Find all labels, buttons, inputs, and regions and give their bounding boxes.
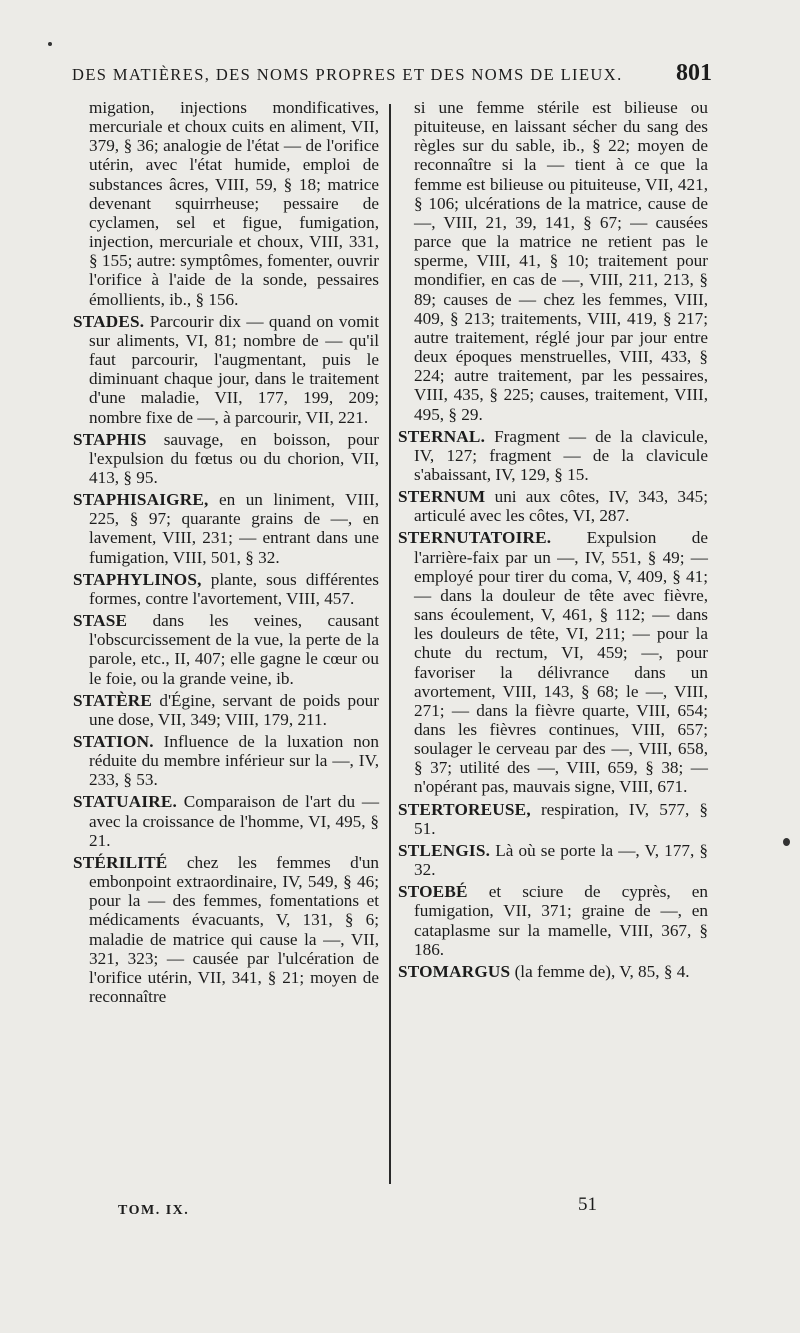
stray-ink-dot <box>48 42 52 46</box>
left-column <box>73 98 379 1009</box>
entry-text: respiration, IV, 577, § 51. <box>414 799 709 838</box>
entry-headword: STERNUTATOIRE. <box>398 528 552 548</box>
entry-headword: STASE <box>73 611 128 631</box>
entry-text: (la femme de), V, 85, § 4. <box>514 961 690 981</box>
page-header <box>72 60 712 94</box>
right-column <box>398 98 708 984</box>
entry-text: Expulsion de l'arrière-faix par un —, IV, 551, § 49; — employé pour tirer du coma, V, 409, § 41; — dans la douleur de tête avec fièvre, sans écoulement, V, 461, § 112; — dans les douleurs de tête, VI, 211; — pour la chute du rectum, VI, 459; —, pour favoriser la délivrance dans un avortement, VIII, 143, § 68; le —, VIII, 271; — dans la fièvre quarte, VIII, 654; dans les fièvres continues, VIII, 657; soulager le cerveau par des —, VIII, 658, § 37; utilité des —, VIII, 659, § 38; — n'opérant pas, mauvais signe, VIII, 671. <box>414 528 708 797</box>
entry-headword: STOMARGUS <box>398 961 511 981</box>
index-entry <box>398 962 708 981</box>
index-entry <box>73 732 379 789</box>
signature-mark: 51 <box>578 1194 597 1215</box>
running-title: DES MATIÈRES, DES NOMS PROPRES ET DES NOMS DE LIEUX. <box>72 65 623 84</box>
entry-headword: STERNAL. <box>398 426 486 446</box>
index-entry <box>398 800 708 838</box>
entry-text: Influence de la luxation non réduite du membre inférieur sur la —, IV, 233, § 53. <box>89 732 379 790</box>
index-entry <box>398 427 708 484</box>
entry-headword: STATUAIRE. <box>73 792 178 812</box>
index-entry <box>73 691 379 729</box>
index-entry <box>73 490 379 567</box>
column-divider <box>389 104 391 1184</box>
entry-text: si une femme stérile est bilieuse ou pituiteuse, en laissant sécher du sang des règles sur du sable, ib., § 22; moyen de reconnaître si la — tient à ce que la femme est bilieuse ou pituiteuse, VII, 421, § 106; ulcérations de la matrice, cause de —, VIII, 21, 39, 141, § 67; — causées parce que la matrice ne retient pas le sperme, VIII, 41, § 10; traitement pour mondifier, en cas de —, VIII, 211, 213, § 89; causes de — chez les femmes, VIII, 409, § 213; traitements, VIII, 419, § 217; autre traitement, réglé jour par jour entre deux époques menstruelles, VIII, 433, § 224; autre traitement, par les pessaires, VIII, 435, § 225; causes, traitement, VIII, 495, § 29. <box>414 98 708 424</box>
index-entry <box>398 98 708 424</box>
stray-ink-dot <box>783 838 790 846</box>
volume-label: TOM. IX. <box>118 1203 190 1218</box>
entry-text: et sciure de cyprès, en fumigation, VII, 371; graine de —, en cataplasme sur la mamelle, VIII, 367, § 186. <box>414 882 709 959</box>
entry-headword: STERTOREUSE, <box>398 799 531 819</box>
entry-text: uni aux côtes, IV, 343, 345; articulé avec les côtes, VI, 287. <box>414 487 708 526</box>
entry-text: en un liniment, VIII, 225, § 97; quarante grains de —, en lavement, VIII, 231; — entrant dans une fumigation, VIII, 501, § 32. <box>89 490 380 567</box>
index-entry <box>73 853 379 1006</box>
entry-text: d'Égine, servant de poids pour une dose, VII, 349; VIII, 179, 211. <box>89 690 380 729</box>
entry-text: Parcourir dix — quand on vomit sur aliments, VI, 81; nombre de — qu'il faut parcourir, l'augmentant, puis le diminuant chaque jour, dans le traitement d'une maladie, VII, 177, 199, 209; nombre fixe de —, à parcourir, VII, 221. <box>89 311 379 427</box>
index-entry <box>398 487 708 525</box>
page-number: 801 <box>676 60 712 86</box>
index-entry <box>73 611 379 688</box>
entry-text: sauvage, en boisson, pour l'expulsion du fœtus ou du chorion, VII, 413, § 95. <box>89 429 379 487</box>
entry-headword: STÉRILITÉ <box>73 852 168 872</box>
entry-text: Là où se porte la —, V, 177, § 32. <box>414 840 708 880</box>
entry-headword: STATÈRE <box>73 690 153 710</box>
index-entry <box>73 312 379 427</box>
entry-text: Comparaison de l'art du — avec la croissance de l'homme, VI, 495, § 21. <box>89 792 380 850</box>
entry-headword: STERNUM <box>398 487 486 507</box>
index-entry <box>398 528 708 796</box>
entry-text: plante, sous différentes formes, contre l'avortement, VIII, 457. <box>89 569 379 608</box>
entry-headword: STLENGIS. <box>398 840 491 860</box>
index-entry <box>398 882 708 959</box>
index-entry <box>73 430 379 487</box>
entry-headword: STAPHYLINOS, <box>73 569 202 589</box>
index-entry <box>73 570 379 608</box>
entry-text: Fragment — de la clavicule, IV, 127; fragment — de la clavicule s'abaissant, IV, 129, § 15. <box>414 426 709 484</box>
entry-headword: STADES. <box>73 311 145 331</box>
entry-headword: STAPHISAIGRE, <box>73 490 209 510</box>
entry-headword: STATION. <box>73 732 154 751</box>
entry-text: dans les veines, causant l'obscurcissement de la vue, la perte de la parole, etc., II, 407; elle gagne le cœur ou le foie, ou la grande veine, ib. <box>89 611 380 688</box>
entry-headword: STOEBÉ <box>398 882 468 902</box>
index-entry <box>73 98 379 309</box>
entry-text: chez les femmes d'un embonpoint extraordinaire, IV, 549, § 46; pour la — des femmes, fomentations et médicaments évacuants, V, 131, § 6; maladie de matrice qui cause la —, VII, 321, 323; — causée par l'ulcération de l'orifice utérin, VII, 341, § 21; moyen de reconnaître <box>89 852 380 1007</box>
entry-text: migation, injections mondificatives, mercuriale et choux cuits en aliment, VII, 379, § 36; analogie de l'état — de l'orifice utérin, avec l'état humide, emploi de substances âcres, VIII, 59, § 18; matrice devenant squirrheuse; pessaire de cyclamen, sel et figue, fumigation, injection, mercuriale et choux, VIII, 331, § 155; autre: symptômes, fomenter, ouvrir l'orifice à l'aide de la sonde, pessaires émollients, ib., § 156. <box>89 98 380 309</box>
entry-headword: STAPHIS <box>73 429 147 449</box>
index-entry <box>73 792 379 849</box>
index-entry <box>398 841 708 879</box>
